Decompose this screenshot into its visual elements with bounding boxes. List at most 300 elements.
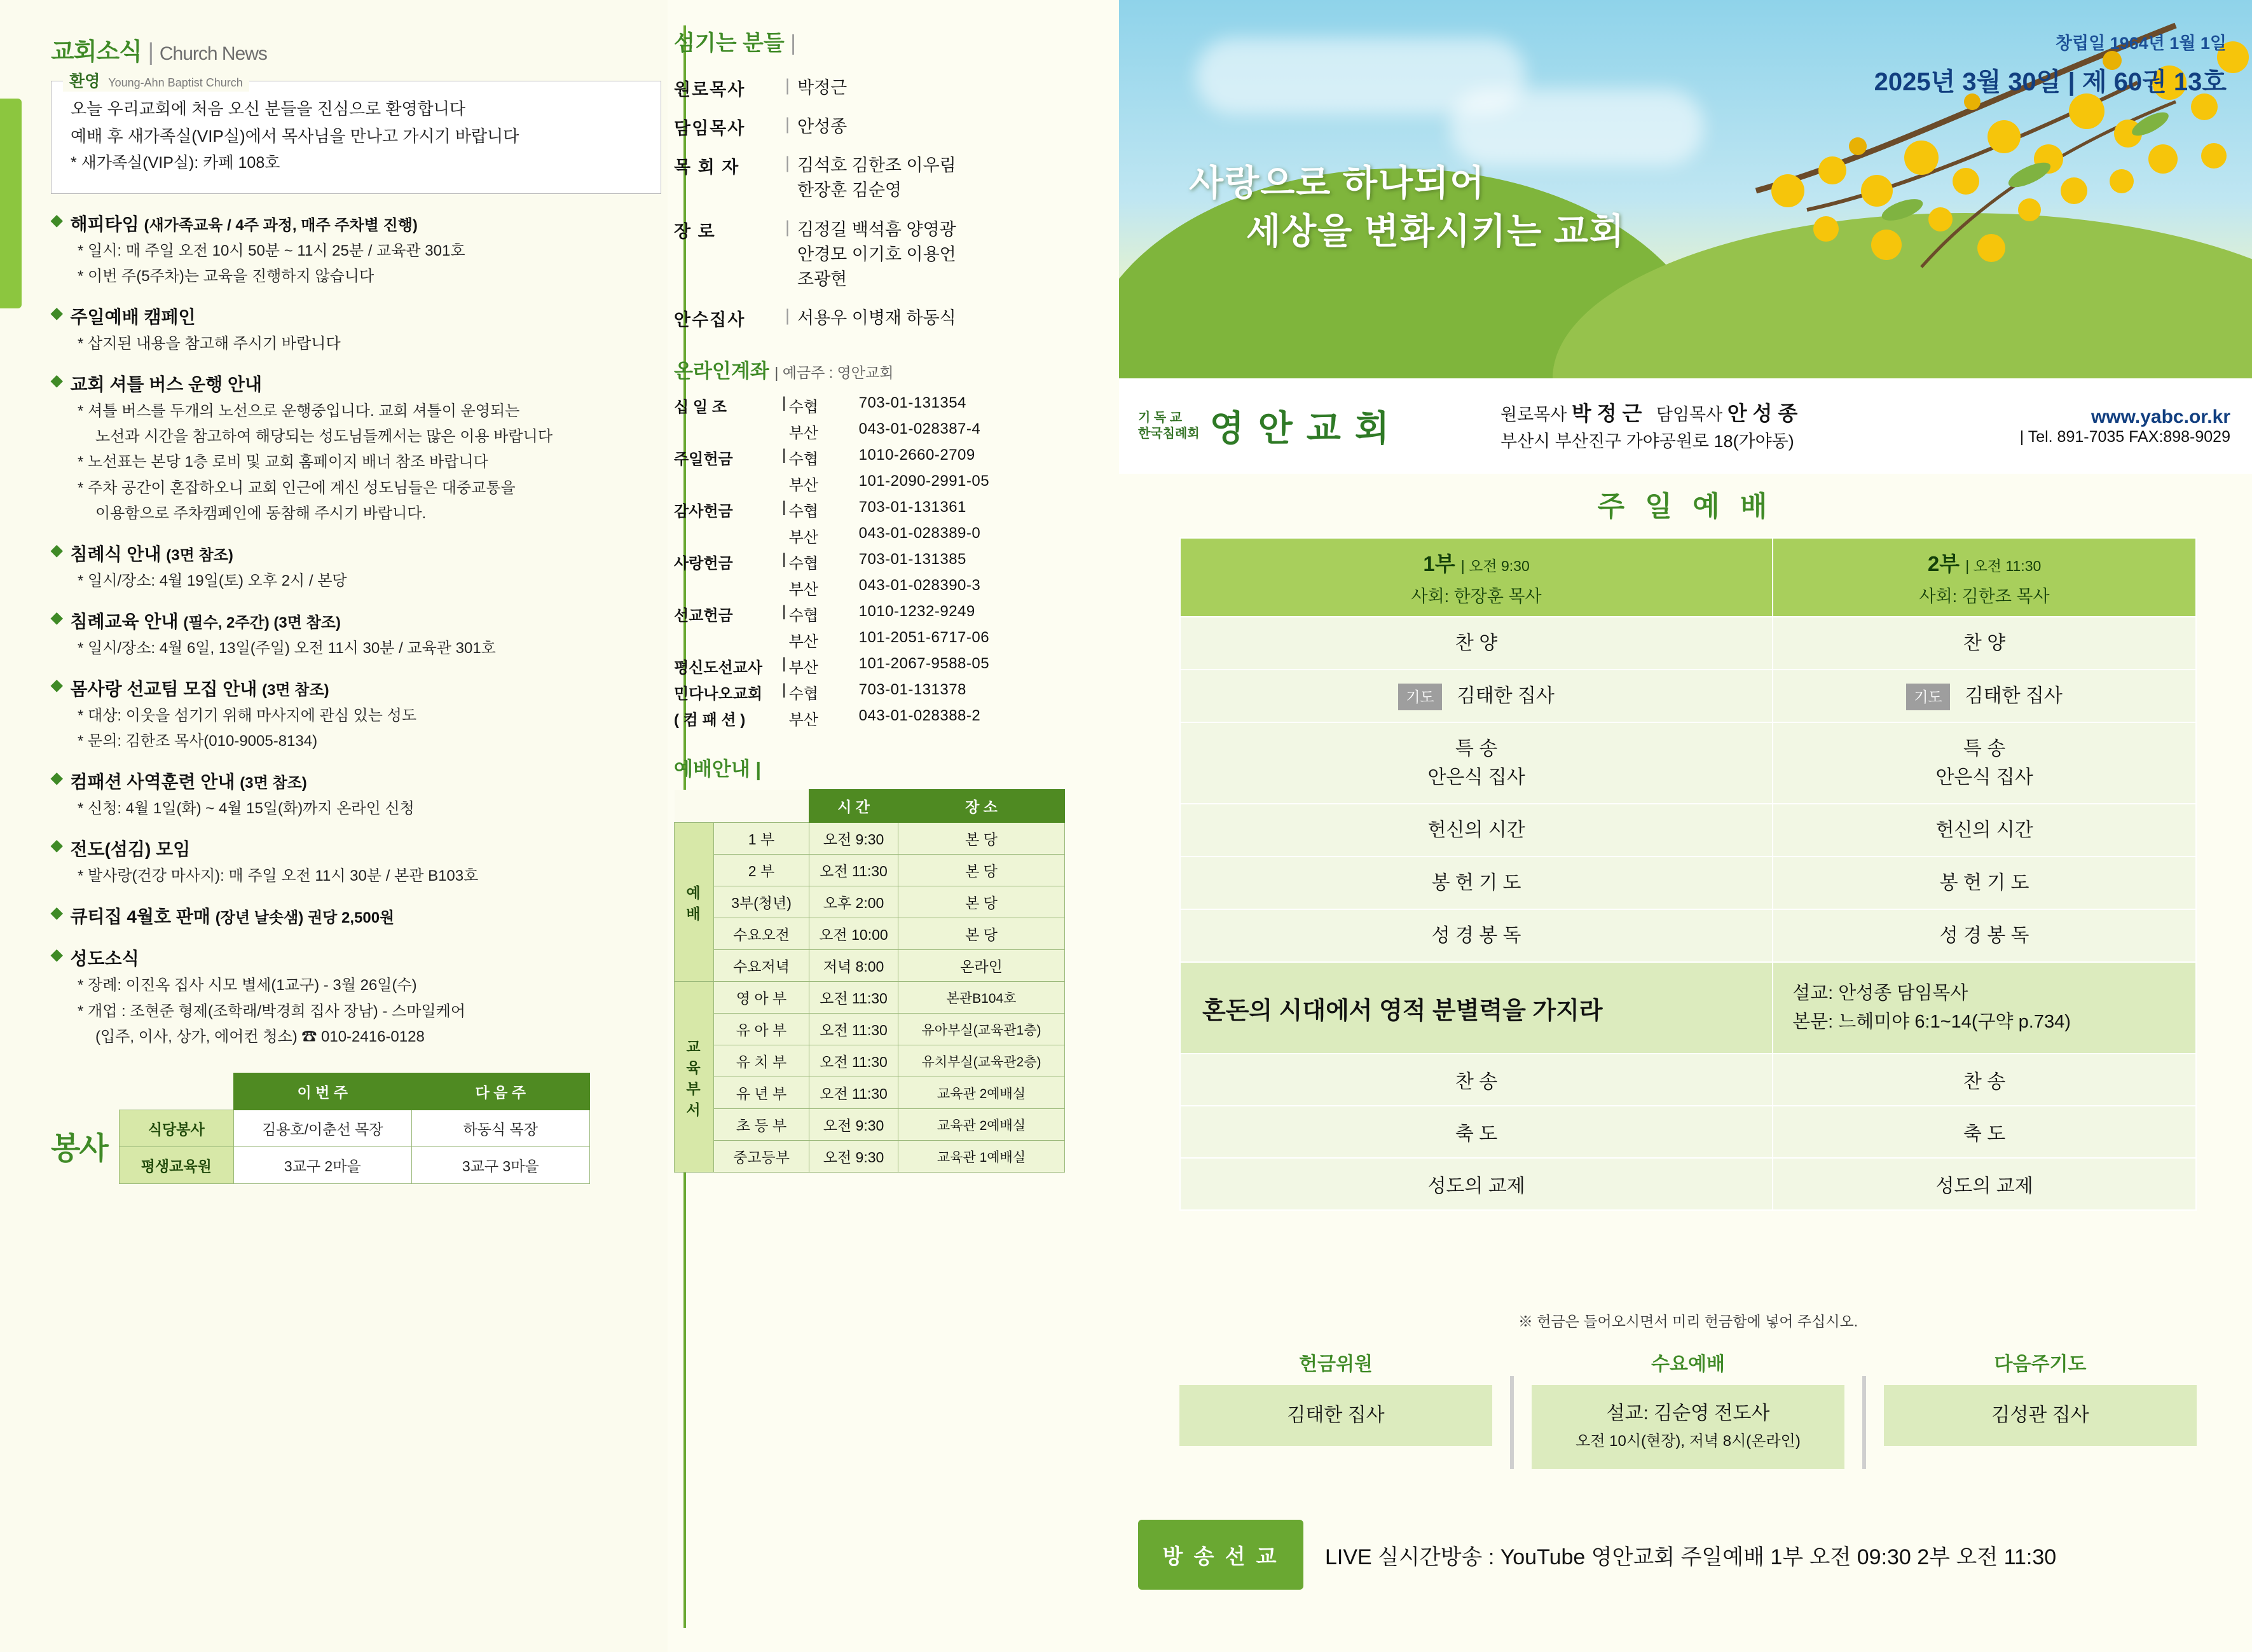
news-item-title: 전도(섬김) 모임: [70, 839, 191, 860]
sunday-service-table: [1179, 537, 2197, 1211]
worship-name: 수요저녁: [714, 950, 809, 982]
info-box: [1884, 1348, 2197, 1469]
service-order-item-part1: 특 송 안은식 집사: [1180, 722, 1773, 804]
issue-info: [1874, 29, 2227, 98]
volunteer-row: [119, 1146, 589, 1183]
account-bank: 수협: [788, 685, 818, 703]
account-separator: |: [782, 551, 786, 568]
service-order-row: [1180, 804, 2196, 857]
volunteer-label: 평생교육원: [119, 1146, 233, 1183]
service-order-item-part2: 헌신의 시간: [1773, 804, 2196, 857]
news-item-head: [51, 945, 661, 970]
volunteer-this-week: 3교구 2마을: [233, 1146, 411, 1183]
vertical-divider: [1510, 1376, 1514, 1469]
info-box-content: 김태한 집사: [1179, 1385, 1492, 1446]
worship-row: [675, 855, 1065, 886]
account-name: 민다나오교회: [674, 685, 763, 703]
service-order-item-part1: 찬 송: [1180, 1054, 1773, 1106]
service-order-item-part2: 찬 양: [1773, 617, 2196, 670]
account-table: [674, 392, 1081, 731]
church-news-title-en: Church News: [159, 43, 267, 64]
account-bank: 부산: [788, 425, 818, 443]
news-item-line: * 삽지된 내용을 참고해 주시기 바랍니다: [78, 335, 341, 353]
account-bank: 부산: [788, 633, 818, 651]
news-item-title: 침례식 안내 (3면 참조): [70, 544, 233, 564]
account-name: 선교헌금: [674, 607, 733, 625]
pastor-line: [1500, 398, 1797, 429]
news-item-title: 주일예배 캠페인: [70, 307, 196, 327]
worship-guide-title-text: 예배안내: [674, 758, 750, 781]
news-item: [51, 903, 661, 928]
sunday-service-title: 주 일 예 배: [1597, 491, 1774, 522]
service-order-item-part1: 축 도: [1180, 1106, 1773, 1158]
news-item-line: * 문의: 김한조 목사(010-9005-8134): [78, 733, 318, 750]
cloud-shape: [1450, 89, 1704, 165]
news-item: [51, 540, 661, 591]
service-header-row: [1180, 538, 2196, 617]
worship-schedule-table: [674, 789, 1065, 1173]
service-order-item-part2: 성도의 교제: [1773, 1158, 2196, 1210]
worship-time: 오전 11:30: [809, 1014, 898, 1045]
masthead-banner: [1119, 0, 2252, 474]
service-order-row: [1180, 670, 2196, 722]
service-order-item-part1: 헌신의 시간: [1180, 804, 1773, 857]
account-name: [674, 523, 782, 549]
church-name: 영 안 교 회: [1209, 410, 1392, 449]
worship-time: 오전 11:30: [809, 855, 898, 886]
staff-row: [674, 306, 1081, 331]
news-item: [51, 303, 661, 354]
worship-time: 오후 2:00: [809, 886, 898, 918]
slogan-line-1: 사랑으로 하나되어: [1189, 163, 1486, 203]
news-item-line: * 일시: 매 주일 오전 10시 50분 ~ 11시 25분 / 교육관 301호: [78, 242, 465, 259]
news-item-title: 컴패션 사역훈련 안내 (3면 참조): [70, 772, 307, 792]
welcome-tag-en: Young-Ahn Baptist Church: [108, 76, 243, 89]
staff-names: 박정근: [797, 78, 848, 97]
account-row: [674, 601, 1081, 627]
worship-place: 본관B104호: [898, 982, 1065, 1014]
news-item-line: 이용함으로 주차캠페인에 동참해 주시기 바랍니다.: [95, 504, 427, 522]
prayer-badge: 기도: [1906, 684, 1949, 711]
news-item-subtitle: (새가족교육 / 4주 과정, 매주 주차별 진행): [144, 216, 418, 234]
volunteer-label: 식당봉사: [119, 1110, 233, 1146]
service-order-row: [1180, 909, 2196, 962]
staff-title: [674, 25, 1081, 57]
account-row: [674, 444, 1081, 471]
service-order-item-part2: 특 송 안은식 집사: [1773, 722, 2196, 804]
info-box-caption: 수요예배: [1651, 1354, 1725, 1375]
welcome-line-3: * 새가족실(VIP실): 카페 108호: [71, 154, 280, 172]
volunteer-col-header: 다 음 주: [411, 1073, 589, 1110]
account-bank: 수협: [788, 607, 818, 625]
news-item-line: (입주, 이사, 상가, 에어컨 청소) ☎ 010-2416-0128: [95, 1028, 425, 1045]
news-item-subtitle: (3면 참조): [262, 682, 329, 699]
service-order-item-part1: 봉 헌 기 도: [1180, 857, 1773, 909]
account-number: 101-2090-2991-05: [858, 472, 990, 490]
elder-label: 원로목사: [1500, 404, 1567, 424]
worship-place: 교육관 1예배실: [898, 1141, 1065, 1173]
worship-time: 오전 9:30: [809, 1141, 898, 1173]
worship-place: 교육관 2예배실: [898, 1109, 1065, 1141]
denomination-line-2: 한국침례회: [1138, 427, 1200, 441]
account-name: 십 일 조: [674, 399, 727, 416]
welcome-line-1: 오늘 우리교회에 처음 오신 분들을 진심으로 환영합니다: [71, 99, 466, 118]
volunteer-row: [119, 1110, 589, 1146]
volunteer-col-header: [119, 1073, 233, 1110]
worship-col-header: 시 간: [809, 790, 898, 823]
account-separator: |: [782, 394, 786, 412]
info-box: [1532, 1348, 1844, 1469]
worship-col-header: [714, 790, 809, 823]
pastor-label: 담임목사: [1656, 404, 1723, 424]
news-item-line: * 대상: 이웃을 섬기기 위해 마사지에 관심 있는 성도: [78, 707, 417, 725]
service-order-item-part2: 기도 김태한 집사: [1773, 670, 2196, 722]
volunteer-next-week: 하동식 목장: [411, 1110, 589, 1146]
news-item-line: * 일시/장소: 4월 19일(토) 오후 2시 / 본당: [78, 572, 347, 589]
broadcast-bar: [1138, 1520, 2219, 1590]
worship-row: [675, 1141, 1065, 1173]
news-item-line: * 개업 : 조현준 형제(조학래/박경희 집사 장남) - 스마일케어: [78, 1002, 466, 1020]
staff-names: 김정길 백석흠 양영광 안경모 이기호 이용언 조광현: [797, 219, 956, 289]
diamond-bullet-icon: ◆: [51, 372, 63, 390]
news-item-line: * 이번 주(5주차)는 교육을 진행하지 않습니다: [78, 268, 374, 286]
staff-names: 안성종: [797, 117, 848, 137]
news-item-line: 노선과 시간을 참고하여 해당되는 성도님들께서는 많은 이용 바랍니다: [95, 428, 553, 446]
worship-name: 중고등부: [714, 1141, 809, 1173]
account-number: 1010-1232-9249: [858, 603, 975, 621]
worship-row: [675, 1109, 1065, 1141]
account-separator: [782, 418, 789, 444]
service-order-row: [1180, 1158, 2196, 1210]
account-bank: 부산: [788, 529, 818, 547]
news-item-head: [51, 540, 661, 566]
worship-name: 유 치 부: [714, 1045, 809, 1077]
account-row: [674, 523, 1081, 549]
sermon-row: [1180, 962, 2196, 1054]
news-item-title: 큐티집 4월호 판매 (장년 날솟샘) 권당 2,500원: [70, 907, 395, 927]
staff-row: [674, 76, 1081, 100]
volunteer-title: 봉사: [51, 1131, 107, 1166]
service-order-row: [1180, 1106, 2196, 1158]
worship-place: 유아부실(교육관1층): [898, 1014, 1065, 1045]
news-item-title: 성도소식: [70, 949, 139, 969]
account-bank: 부산: [788, 712, 818, 729]
news-item-title: 침례교육 안내 (필수, 2주간) (3면 참조): [70, 611, 341, 631]
church-news-title-ko: 교회소식: [51, 39, 142, 65]
account-bank: 수협: [788, 503, 818, 521]
service-order-item-part1: 기도 김태한 집사: [1180, 670, 1773, 722]
staff-row: [674, 217, 1081, 292]
diamond-bullet-icon: ◆: [51, 677, 63, 694]
diamond-bullet-icon: ◆: [51, 946, 63, 964]
bottom-info-boxes: [1179, 1348, 2197, 1469]
service-order-row: [1180, 857, 2196, 909]
worship-col-header: 장 소: [898, 790, 1065, 823]
account-separator: |: [782, 603, 786, 621]
account-name: 사랑헌금: [674, 555, 733, 573]
staff-names: 김석호 김한조 이우림 한장훈 김순영: [797, 156, 956, 200]
worship-place: 본 당: [898, 918, 1065, 950]
account-separator: [782, 523, 789, 549]
broadcast-text: LIVE 실시간방송 : YouTube 영안교회 주일예배 1부 오전 09:30 2부 오전 11:30: [1325, 1545, 2057, 1569]
service-part-2-header: 2부 | 오전 11:30 사회: 김한조 목사: [1773, 538, 2196, 617]
worship-row: [675, 1077, 1065, 1109]
worship-name: 초 등 부: [714, 1109, 809, 1141]
account-row: [674, 627, 1081, 653]
worship-time: 오전 11:30: [809, 1045, 898, 1077]
title-separator: |: [148, 39, 154, 65]
slogan-line-2: 세상을 변화시키는 교회: [1246, 210, 1626, 251]
denomination-line-1: 기 독 교: [1138, 411, 1183, 425]
service-order-item-part2: 봉 헌 기 도: [1773, 857, 2196, 909]
account-number: 703-01-131378: [858, 681, 966, 699]
news-item-subtitle: (3면 참조): [166, 546, 233, 564]
account-row: [674, 497, 1081, 523]
worship-row: [675, 950, 1065, 982]
worship-row: [675, 1014, 1065, 1045]
volunteer-table: [119, 1073, 590, 1184]
account-number: 101-2051-6717-06: [858, 629, 990, 647]
news-item-line: * 노선표는 본당 1층 로비 및 교회 홈페이지 배너 참조 바랍니다: [78, 453, 488, 471]
diamond-bullet-icon: ◆: [51, 769, 63, 787]
news-item-head: [51, 210, 661, 236]
staff-role: 담임목사: [674, 119, 746, 139]
news-item: [51, 768, 661, 819]
pastor-info: [1500, 398, 1797, 455]
account-separator: |: [782, 655, 786, 673]
account-holder: | 예금주 : 영안교회: [774, 364, 894, 382]
worship-col-header: [675, 790, 714, 823]
info-box-caption: 다음주기도: [1994, 1354, 2087, 1375]
staff-separator: |: [785, 305, 790, 325]
account-bank: 수협: [788, 399, 818, 416]
account-row: [674, 705, 1081, 731]
volunteer-this-week: 김용호/이춘선 목장: [233, 1110, 411, 1146]
account-separator: [782, 705, 789, 731]
welcome-box: [51, 72, 661, 194]
account-row: [674, 575, 1081, 601]
logo-row: [1119, 378, 2252, 474]
church-logo: [1119, 401, 1500, 451]
elder-name: 박 정 근: [1571, 401, 1642, 425]
news-item: [51, 836, 661, 886]
news-item-head: [51, 675, 661, 701]
account-name: ( 컴 패 션 ): [674, 712, 746, 729]
staff-column: [674, 0, 1081, 1652]
service-order-item-part2: 축 도: [1773, 1106, 2196, 1158]
info-box-content: 설교: 김순영 전도사 오전 10시(현장), 저녁 8시(온라인): [1532, 1385, 1844, 1469]
worship-name: 수요오전: [714, 918, 809, 950]
news-item-line: * 일시/장소: 4월 6일, 13일(주일) 오전 11시 30분 / 교육관 301호: [78, 639, 496, 657]
news-item-subtitle: (장년 날솟샘) 권당 2,500원: [215, 909, 395, 927]
account-name: 주일헌금: [674, 451, 733, 469]
worship-place: 본 당: [898, 823, 1065, 855]
staff-row: [674, 153, 1081, 203]
news-item-head: [51, 903, 661, 928]
volunteer-next-week: 3교구 3마을: [411, 1146, 589, 1183]
account-number: 1010-2660-2709: [858, 446, 975, 464]
vertical-divider: [1862, 1376, 1866, 1469]
account-bank: 부산: [788, 659, 818, 677]
staff-role: 원로목사: [674, 80, 746, 99]
account-title-text: 온라인계좌: [674, 360, 769, 383]
service-order-row: [1180, 617, 2196, 670]
worship-time: 저녁 8:00: [809, 950, 898, 982]
news-item: [51, 210, 661, 287]
info-box: [1179, 1348, 1492, 1469]
diamond-bullet-icon: ◆: [51, 904, 63, 922]
worship-name: 2 부: [714, 855, 809, 886]
prayer-badge: 기도: [1398, 684, 1441, 711]
worship-name: 3부(청년): [714, 886, 809, 918]
account-name: [674, 471, 782, 497]
news-item-head: [51, 768, 661, 794]
account-title: [674, 355, 1081, 383]
service-order-item-part2: 찬 송: [1773, 1054, 2196, 1106]
worship-name: 유 아 부: [714, 1014, 809, 1045]
worship-time: 오전 9:30: [809, 823, 898, 855]
news-item-head: [51, 608, 661, 633]
denomination-label: [1138, 410, 1200, 442]
account-bank: 수협: [788, 451, 818, 469]
service-order-item-part1: 성 경 봉 독: [1180, 909, 1773, 962]
worship-row: [675, 886, 1065, 918]
staff-separator: |: [785, 76, 790, 95]
staff-separator: |: [785, 114, 790, 134]
volunteer-section: [51, 1073, 661, 1184]
welcome-line-2: 예배 후 새가족실(VIP실)에서 목사님을 만나고 가시기 바랍니다: [71, 127, 519, 146]
account-bank: 부산: [788, 477, 818, 495]
news-item-subtitle: (필수, 2주간) (3면 참조): [183, 614, 341, 631]
broadcast-tag: 방 송 선 교: [1138, 1520, 1303, 1590]
account-number: 703-01-131354: [858, 394, 966, 412]
staff-list: [674, 76, 1081, 331]
news-item: [51, 371, 661, 524]
account-number: 043-01-028390-3: [858, 577, 981, 595]
worship-row: [675, 982, 1065, 1014]
news-item-line: * 신청: 4월 1일(화) ~ 4월 15일(화)까지 온라인 신청: [78, 800, 415, 818]
account-separator: [782, 471, 789, 497]
worship-group-label: 교 육 부 서: [675, 982, 714, 1173]
account-row: [674, 418, 1081, 444]
account-separator: |: [782, 681, 786, 699]
worship-time: 오전 11:30: [809, 1077, 898, 1109]
green-accent-bar: [0, 99, 22, 308]
staff-role: 목 회 자: [674, 158, 740, 177]
offering-note: ※ 헌금은 들어오시면서 미리 헌금함에 넣어 주십시오.: [1518, 1313, 1858, 1330]
staff-role: 장 로: [674, 221, 716, 241]
welcome-tag: [63, 69, 249, 92]
founded-date: 창립일 1964년 1월 1일: [2055, 34, 2227, 53]
staff-names: 서용우 이병재 하동식: [797, 308, 956, 327]
welcome-tag-ko: 환영: [69, 72, 100, 90]
church-address: 부산시 부산진구 가야공원로 18(가야동): [1500, 431, 1794, 451]
worship-group-label: 예 배: [675, 823, 714, 982]
account-bank: 부산: [788, 581, 818, 599]
account-row: [674, 392, 1081, 418]
worship-place: 유치부실(교육관2층): [898, 1045, 1065, 1077]
news-item-line: * 장례: 이진옥 집사 시모 별세(1교구) - 3월 26일(수): [78, 977, 417, 995]
staff-separator: |: [785, 153, 790, 173]
news-item-list: [51, 210, 661, 1047]
info-box-content: 김성관 집사: [1884, 1385, 2197, 1446]
worship-row: [675, 1045, 1065, 1077]
account-number: 101-2067-9588-05: [858, 655, 990, 673]
church-slogan: [1189, 159, 1625, 255]
service-order-item-part2: 성 경 봉 독: [1773, 909, 2196, 962]
account-number: 043-01-028388-2: [858, 707, 981, 725]
account-separator: |: [782, 499, 786, 516]
diamond-bullet-icon: ◆: [51, 211, 63, 229]
diamond-bullet-icon: ◆: [51, 837, 63, 855]
account-row: [674, 679, 1081, 705]
service-order-item-part1: 성도의 교제: [1180, 1158, 1773, 1210]
worship-name: 유 년 부: [714, 1077, 809, 1109]
staff-title-text: 섬기는 분들: [674, 31, 785, 55]
staff-separator: |: [785, 217, 790, 237]
account-number: 703-01-131385: [858, 551, 966, 568]
account-number: 043-01-028387-4: [858, 420, 981, 438]
account-name: 평신도선교사: [674, 659, 763, 677]
contact-info: [2020, 406, 2252, 446]
news-item-title: 해피타임 (새가족교육 / 4주 과정, 매주 주차별 진행): [70, 214, 418, 234]
worship-name: 영 아 부: [714, 982, 809, 1014]
worship-row: [675, 823, 1065, 855]
worship-guide-title: [674, 753, 1081, 781]
sermon-details: 설교: 안성종 담임목사 본문: 느헤미야 6:1~14(구약 p.734): [1773, 962, 2196, 1054]
staff-row: [674, 114, 1081, 139]
service-order-item-part1: 찬 양: [1180, 617, 1773, 670]
church-news-title: [51, 32, 661, 67]
church-telephone: | Tel. 891-7035 FAX:898-9029: [2019, 427, 2230, 446]
account-row: [674, 549, 1081, 575]
info-box-caption: 헌금위원: [1299, 1354, 1373, 1375]
diamond-bullet-icon: ◆: [51, 541, 63, 559]
pastor-name: 안 성 종: [1727, 401, 1798, 425]
service-order-row: [1180, 1054, 2196, 1106]
account-name: [674, 627, 782, 653]
account-holder-text: 예금주 : 영안교회: [782, 364, 894, 382]
worship-name: 1 부: [714, 823, 809, 855]
worship-guide-sep: |: [755, 758, 762, 781]
news-item-title: 몸사랑 선교팀 모집 안내 (3면 참조): [70, 679, 329, 699]
church-website[interactable]: www.yabc.or.kr: [2091, 406, 2230, 427]
account-number: 703-01-131361: [858, 499, 966, 516]
account-number: 043-01-028389-0: [858, 525, 981, 542]
news-item-head: [51, 836, 661, 861]
news-item: [51, 945, 661, 1047]
account-row: [674, 653, 1081, 679]
worship-row: [675, 918, 1065, 950]
service-order-row: [1180, 722, 2196, 804]
service-part-1-header: 1부 | 오전 9:30 사회: 한장훈 목사: [1180, 538, 1773, 617]
worship-place: 교육관 2예배실: [898, 1077, 1065, 1109]
news-item-line: * 셔틀 버스를 두개의 노선으로 운행중입니다. 교회 셔틀이 운영되는: [78, 403, 520, 420]
news-item-line: * 주차 공간이 혼잡하오니 교회 인근에 계신 성도님들은 대중교통을: [78, 479, 516, 497]
worship-place: 온라인: [898, 950, 1065, 982]
staff-title-sep: |: [790, 31, 796, 55]
news-item-title: 교회 셔틀 버스 운행 안내: [70, 375, 263, 395]
account-bank: 수협: [788, 555, 818, 573]
diamond-bullet-icon: ◆: [51, 609, 63, 626]
account-separator: [782, 627, 789, 653]
account-separator: [782, 575, 789, 601]
news-item-line: * 발사랑(건강 마사지): 매 주일 오전 11시 30분 / 본관 B103호: [78, 867, 479, 885]
worship-place: 본 당: [898, 855, 1065, 886]
diamond-bullet-icon: ◆: [51, 305, 63, 322]
staff-role: 안수집사: [674, 310, 746, 329]
worship-time: 오전 9:30: [809, 1109, 898, 1141]
